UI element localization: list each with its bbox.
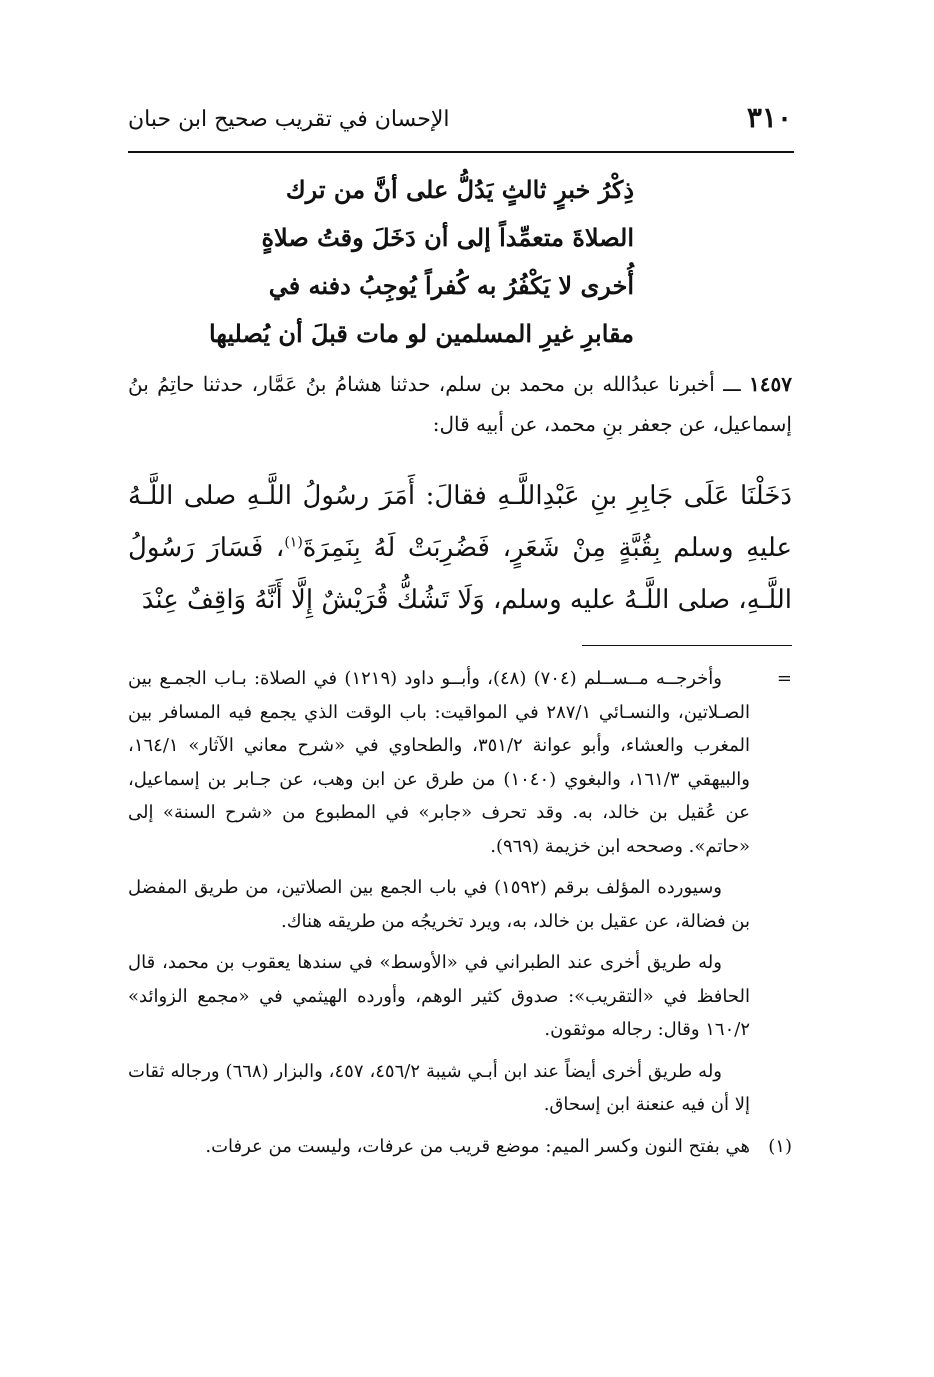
header-rule bbox=[128, 151, 794, 153]
footnote-rule bbox=[582, 645, 792, 646]
isnad-text: أخبرنا عبدُالله بن محمد بن سلم، حدثنا هشامُ بنُ عَمَّار، حدثنا حاتِمُ بنُ إسماعيل، عن جعفر بنِ محمد، عن أبيه قال: bbox=[128, 372, 792, 436]
continuation-mark: = bbox=[776, 668, 792, 689]
footnote-paragraph: وسيورده المؤلف برقم (١٥٩٢) في باب الجمع بين الصلاتين، من طريق المفضل بن فضالة، عن عقيل بن خالد، به، ويرد تخريجُه من طريقه هناك. bbox=[128, 877, 750, 932]
hadith-dash: ـــ bbox=[723, 372, 741, 396]
footnote-paragraph: وله طريق أخرى عند الطبراني في «الأوسط» في سندها يعقوب بن محمد، قال الحافظ في «التقريب»: صدوق كثير الوهم، وأورده الهيثمي في «مجمع الزوائد» ١٦٠/٢ وقال: رجاله موثقون. bbox=[128, 952, 750, 1040]
chapter-heading bbox=[208, 166, 634, 358]
hadith-isnad bbox=[128, 364, 792, 444]
matn-text-continued: ، فَسَارَ رَسُولُ اللَّـهِ، صلى اللَّـهُ عليه وسلم، وَلَا تَشُكُّ قُرَيْشٌ إِلَّا أَنَّهُ وَاقِفٌ عِنْدَ bbox=[128, 533, 792, 615]
page-header bbox=[128, 96, 792, 146]
matn-text: دَخَلْنَا عَلَى جَابِرِ بنِ عَبْدِاللَّـهِ فقالَ: أَمَرَ رسُولُ اللَّـهِ صلى اللَّـهُ عليهِ وسلم بِقُبَّةٍ مِنْ شَعَرٍ، فَضُرِبَتْ لَهُ بِنَمِرَةَ bbox=[128, 481, 793, 563]
chapter-heading-line: أُخرى لا يَكْفُرُ به كُفراً يُوجِبُ دفنه في bbox=[268, 271, 634, 300]
hadith-number: ١٤٥٧ bbox=[749, 372, 792, 396]
footnote-1-text: هي بفتح النون وكسر الميم: موضع قريب من عرفات، وليست من عرفات. bbox=[205, 1135, 750, 1157]
footnote-1-mark: (١) bbox=[768, 1135, 792, 1157]
hadith-matn bbox=[128, 470, 792, 626]
page-number: ٣١٠ bbox=[746, 101, 792, 134]
footnote-paragraph: وله طريق أخرى أيضاً عند ابن أبـي شيبة ٤٥٦/٢، ٤٥٧، والبزار (٦٦٨) ورجاله ثقات إلا أن فيه عنعنة ابن إسحاق. bbox=[128, 1060, 750, 1115]
footnotes bbox=[128, 662, 792, 1163]
footnote-reference[interactable]: (١) bbox=[284, 534, 303, 551]
running-title: الإحسان في تقريب صحيح ابن حبان bbox=[128, 107, 450, 132]
chapter-heading-line: مقابرِ غيرِ المسلمين لو مات قبلَ أن يُصليها bbox=[208, 319, 634, 348]
chapter-heading-line: الصلاةَ متعمِّداً إلى أن دَخَلَ وقتُ صلاةٍ bbox=[261, 223, 634, 252]
chapter-heading-line: ذِكْرُ خبرٍ ثالثٍ يَدُلُّ على أنَّ من ترك bbox=[285, 175, 634, 204]
footnote-1 bbox=[128, 1130, 792, 1164]
footnote-continuation bbox=[128, 662, 792, 1122]
footnote-paragraph: وأخرجــه مــســلم (٧٠٤) (٤٨)، وأبــو داود (١٢١٩) في الصلاة: بـاب الجمـع بين الصـلاتين، والنسـائي ٢٨٧/١ في المواقيت: باب الوقت الذي يجمع فيه المسافر بين المغرب والعشاء، وأبو عوانة ٣٥١/٢، والطحاوي في «شرح معاني الآثار» ١٦٤/١، والبيهقي ١٦١/٣، والبغوي (١٠٤٠) من طرق عن ابن وهب، عن جـابر بن إسماعيل، عن عُقيل بن خالد، به. وقد تحرف «جابر» في المطبوع من «شرح السنة» إلى «حاتم». وصححه ابن خزيمة (٩٦٩). bbox=[128, 668, 751, 857]
